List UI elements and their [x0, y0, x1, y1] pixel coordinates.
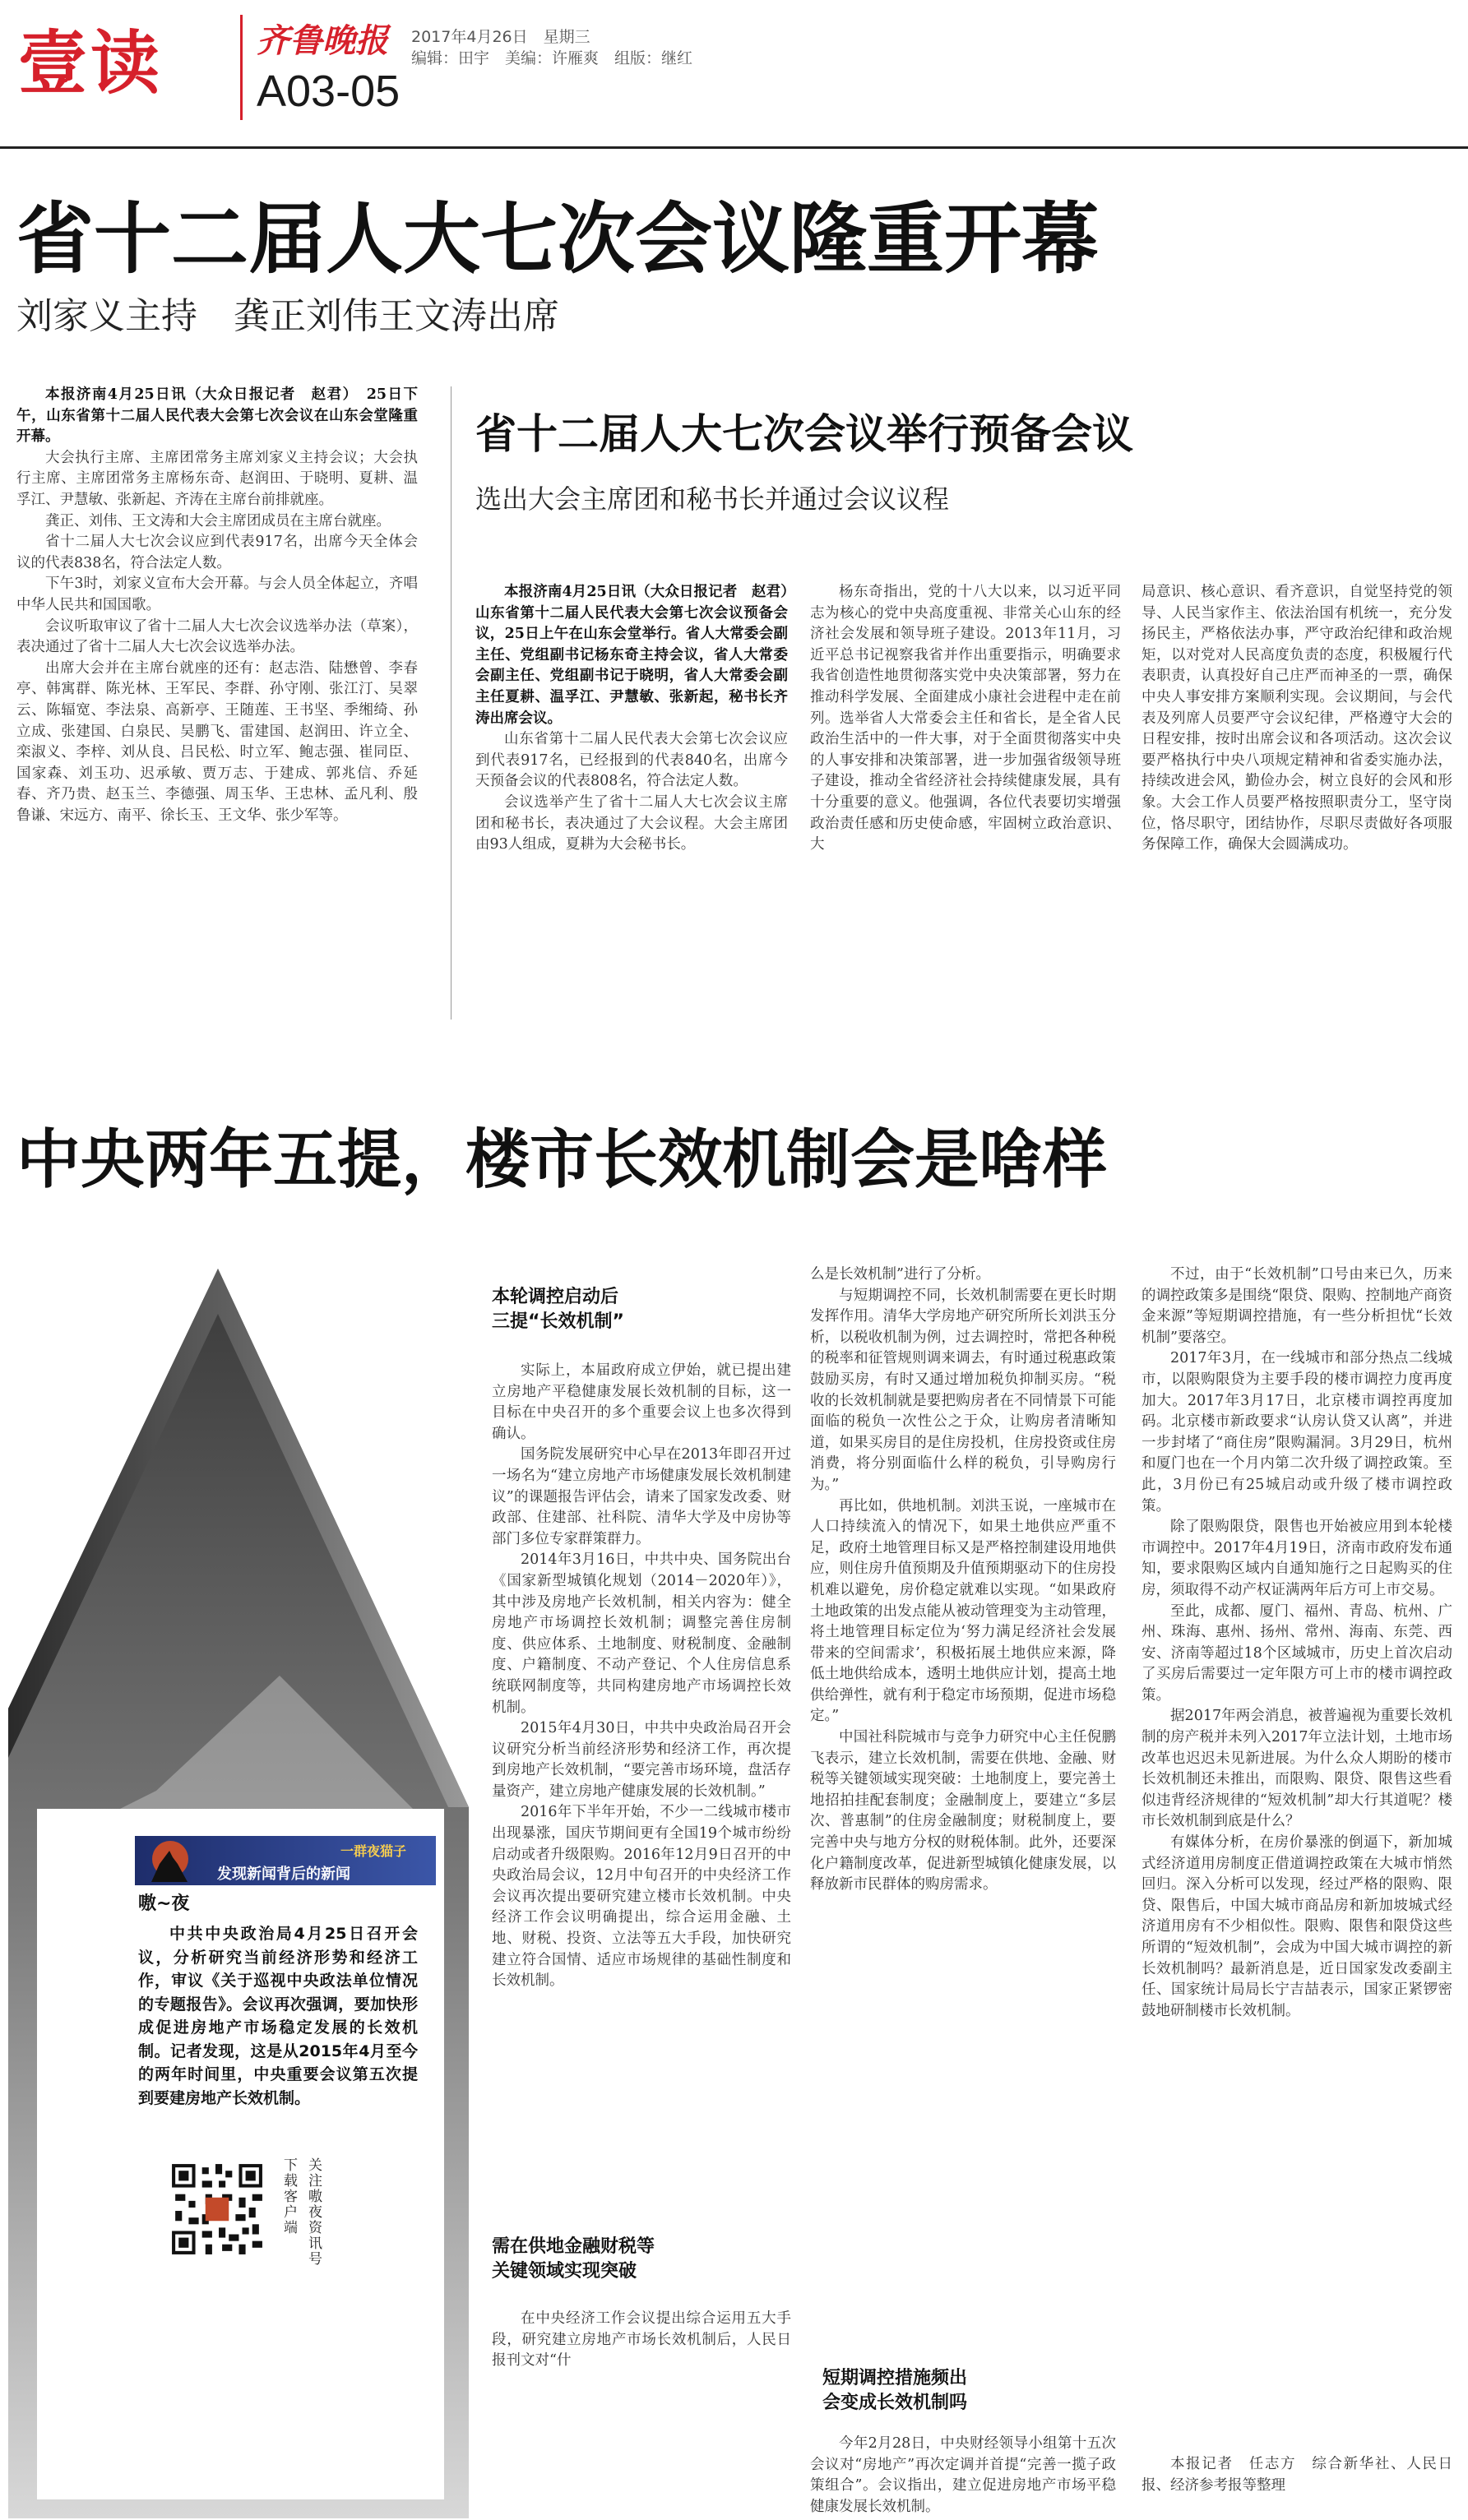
story3-col2 — [810, 1265, 1116, 2360]
qr-code-icon — [169, 2161, 266, 2258]
story3-col2-p3: 中国社科院城市与竞争力研究中心主任倪鹏飞表示，建立长效机制，需要在供地、金融、财税等关键领域实现突破：土地制度上，要完善土地招拍挂配套制度；金融制度上，要建立“多层次、普惠制”的住房金融制度；财税制度上，要完善中央与地方分权的财税体制。此外，还要深化户籍制度改革，促进新型城镇化健康发展，以释放新市民群体的购房需求。 — [810, 1729, 1116, 1893]
story3-byline: 本报记者 任志方 综合新华社、人民日报、经济参考报等整理 — [1142, 2456, 1452, 2494]
story3-col1 — [492, 1361, 791, 2183]
story2-headline: 省十二届人大七次会议举行预备会议 — [475, 410, 1133, 458]
story3-subhead2: 需在供地金融财税等 关键领域实现突破 — [492, 2236, 655, 2282]
qr-caption-1: 下载客户端 — [284, 2157, 298, 2236]
masthead — [0, 0, 1468, 144]
story3-col1-p1: 国务院发展研究中心早在2013年即召开过一场名为“建立房地产市场健康发展长效机制建议”的课题报告评估会，请来了国家发改委、财政部、住建部、社科院、清华大学及中房协等部门多位专家群策群力。 — [492, 1446, 791, 1547]
banner-line1: 一群夜猫子 — [340, 1843, 407, 1859]
story1-p2: 龚正、刘伟、王文涛和大会主席团成员在主席台就座。 — [45, 512, 391, 529]
story2-col1-p2: 会议选举产生了省十二届人大七次会议主席团和秘书长，表决通过了大会议程。大会主席团由93人组成，夏耕为大会秘书长。 — [475, 793, 788, 853]
story2-col2-p0: 杨东奇指出，党的十八大以来，以习近平同志为核心的党中央高度重视、非常关心山东的经济社会发展和领导班子建设。2013年11月，习近平总书记视察我省并作出重要指示，明确要求我省创造性地贯彻落实党中央决策部署，努力在推动科学发展、全面建成小康社会进程中走在前列。选举省人大常委会主任和省长，是全省人民政治生活中的一件大事，对于全面贯彻落实中央的人事安排和决策部署，进一步加强省级领导班子建设，推动全省经济社会持续健康发展，具有十分重要的意义。他强调，各位代表要切实增强政治责任感和历史使命感，牢固树立政治意识、大 — [810, 584, 1121, 853]
story2-col3-p0: 局意识、核心意识、看齐意识，自觉坚持党的领导、人民当家作主、依法治国有机统一，充分发扬民主，严格依法办事，严守政治纪律和政治规矩，以对党对人民高度负责的态度，积极履行代表职责，认真投好自己庄严而神圣的一票，确保中央人事安排方案顺利实现。会议期间，与会代表及列席人员要严守会议纪律，严格遵守大会的日程安排，按时出席会议和各项活动。这次会议要严格执行中央八项规定精神和省委实施办法，持续改进会风，勤俭办会，树立良好的会风和形象。大会工作人员要严格按照职责分工，坚守岗位，恪尽职守，团结协作，尽职尽责做好各项服务保障工作，确保大会圆满成功。 — [1142, 584, 1452, 853]
story1-p4: 下午3时，刘家义宣布大会开幕。与会人员全体起立，齐唱中华人民共和国国歌。 — [16, 576, 418, 613]
story3-col1-p2: 2014年3月16日，中共中央、国务院出台《国家新型城镇化规划（2014－2020年）》，其中涉及房地产长效机制，相关内容为：健全房地产市场调控长效机制；调整完善住房制度、供应体系、土地制度、财税制度、金融制度、户籍制度、不动产登记、个人住房信息系统联网制度等，共同构建房地产市场调控长效机制。 — [492, 1551, 791, 1716]
story1-p6: 出席大会并在主席台就座的还有：赵志浩、陆懋曾、李春亭、韩寓群、陈光林、王军民、李群、孙守刚、张江汀、吴翠云、陈辐宽、李法泉、高新亭、王随莲、王书坚、季缃绮、孙立成、张建国、白泉民、吴鹏飞、雷建国、赵润田、许立全、栾淑义、李梓、刘从良、吕民松、时立军、鲍志强、崔同臣、国家森、刘玉功、迟承敏、贾万志、于建成、郭兆信、乔延春、齐乃贵、赵玉兰、李德强、周玉华、王忠林、孟凡利、殷鲁谦、宋远方、南平、徐长玉、王文华、张少军等。 — [16, 659, 418, 824]
story1-p3: 省十二届人大七次会议应到代表917名，出席今天全体会议的代表838名，符合法定人数。 — [16, 534, 418, 571]
story3-col2-p2: 再比如，供地机制。刘洪玉说，一座城市在人口持续流入的情况下，如果土地供应严重不足，政府土地管理目标又是严格控制建设用地供应，则住房升值预期及升值预期驱动下的住房投机难以避免，房价稳定就难以实现。“如果政府土地政策的出发点能从被动管理变为主动管理，将土地管理目标定位为‘努力满足经济社会发展带来的空间需求’，积极拓展土地供应来源，降低土地供给成本，透明土地供应计划，提高土地供给弹性，就有利于稳定市场预期，促进市场稳定。” — [810, 1497, 1116, 1725]
story3-col3-p2: 除了限购限贷，限售也开始被应用到本轮楼市调控中。2017年4月19日，济南市政府发布通知，要求限购区域内自通知施行之日起购买的住房，须取得不动产权证满两年后方可上市交易。 — [1142, 1519, 1452, 1598]
column-divider — [451, 386, 452, 1020]
story3-col1-p0: 实际上，本届政府成立伊始，就已提出建立房地产平稳健康发展长效机制的目标，这一目标在中央召开的多个重要会议上也多次得到确认。 — [492, 1362, 791, 1442]
staff-line: 编辑：田宇 美编：许雁爽 组版：继红 — [411, 49, 693, 67]
masthead-divider — [240, 15, 243, 120]
story3-col3-p1: 2017年3月，在一线城市和部分热点二线城市，以限购限贷为主要手段的楼市调控力度再度加大。2017年3月17日，北京楼市调控再度加码。北京楼市新政要求“认房认贷又认离”，并进一步封堵了“商住房”限购漏洞。3月29日，杭州和厦门也在一个月内第二次升级了调控政策。至此，3月份已有25城启动或升级了楼市调控政策。 — [1142, 1350, 1452, 1514]
story1-subhead: 刘家义主持 龚正刘伟王文涛出席 — [16, 295, 559, 337]
wolf-moon-icon — [141, 1839, 199, 1882]
story2-col1-p1: 山东省第十二届人民代表大会第七次会议应到代表917名，已经报到的代表840名，出席今天预备会议的代表808名，符合法定人数。 — [475, 731, 788, 790]
masthead-rule — [0, 146, 1468, 149]
story3-col3-p4: 据2017年两会消息，被普遍视为重要长效机制的房产税并未列入2017年立法计划，土地市场改革也迟迟未见新进展。为什么众人期盼的楼市长效机制还未推出，而限购、限贷、限售这些看似违背经济规律的“短效机制”却大行其道呢？楼市长效机制到底是什么？ — [1142, 1708, 1452, 1830]
sidebar-intro: 中共中央政治局4月25日召开会议，分析研究当前经济形势和经济工作，审议《关于巡视中央政法单位情况的专题报告》。会议再次强调，要加快形成促进房地产市场稳定发展的长效机制。记者发现，这是从2015年4月至今的两年时间里，中央重要会议第五次提到要建房地产长效机制。 — [138, 1925, 418, 2107]
section-brand: 壹读 — [18, 23, 164, 104]
story3-col3-p5: 有媒体分析，在房价暴涨的倒逼下，新加城式经济道用房制度正借道调控政策在大城市悄然回归。深入分析可以发现，经过严格的限购、限贷、限售后，中国大城市商品房和新加坡城式经济道用房有不少相似性。限购、限售和限贷这些所谓的“短效机制”，会成为中国大城市调控的新长效机制吗？最新消息是，近日国家发改委副主任、国家统计局局长宁吉喆表示，国家正紧锣密鼓地研制楼市长效机制。 — [1142, 1834, 1452, 2019]
story2-subhead: 选出大会主席团和秘书长并通过会议议程 — [475, 483, 950, 515]
story3-col2-p1: 与短期调控不同，长效机制需要在更长时期发挥作用。清华大学房地产研究所所长刘洪玉分析，以税收机制为例，过去调控时，常把各种税的税率和征管规则调来调去，有时通过税惠政策鼓励买房，有时又通过增加税负抑制买房。“税收的长效机制就是要把购房者在不同情景下可能面临的税负一次性公之于众，让购房者清晰知道，如果买房目的是住房投机，住房投资或住房消费，将分别面临什么样的税负，引导购房行为。” — [810, 1287, 1116, 1493]
story1-p5: 会议听取审议了省十二届人大七次会议选举办法（草案），表决通过了省十二届人大七次会议选举办法。 — [16, 617, 418, 656]
page-number: A03-05 — [257, 67, 401, 116]
story3-col3-p3: 至此，成都、厦门、福州、青岛、杭州、广州、珠海、惠州、扬州、常州、海南、东莞、西安、济南等超过18个区域城市，历史上首次启动了买房后需要过一定年限方可上市的楼市调控政策。 — [1142, 1602, 1452, 1704]
qr-caption-2: 关注嗷夜资讯号 — [308, 2157, 322, 2268]
story3-col3-p0: 不过，由于“长效机制”口号由来已久，历来的调控政策多是围绕“限贷、限购、控制地产商资金来源”等短期调控措施，有一些分析担忧“长效机制”要落空。 — [1142, 1266, 1452, 1346]
story3-col1b — [492, 2309, 791, 2506]
story1-p0: 本报济南4月25日讯（大众日报记者 赵君） 25日下午，山东省第十二届人民代表大会第七次会议在山东会堂隆重开幕。 — [16, 386, 418, 446]
story2-col3 — [1142, 582, 1452, 1026]
story3-subhead3: 短期调控措施频出 会变成长效机制吗 — [822, 2368, 968, 2413]
story3-col1b-p0: 在中央经济工作会议提出综合运用五大手段，研究建立房地产市场长效机制后，人民日报刊文对“什 — [492, 2310, 791, 2370]
column-banner — [135, 1836, 436, 1885]
column-name: 嗷~夜 — [138, 1893, 190, 1914]
qr-code[interactable] — [169, 2161, 266, 2258]
story2-col1-p0: 本报济南4月25日讯（大众日报记者 赵君） 山东省第十二届人民代表大会第七次会议预备会议，25日上午在山东会堂举行。省人大常委会副主任、党组副书记杨东奇主持会议，省人大常委会副主任、党组副书记于晓明，省人大常委会副主任夏耕、温孚江、尹慧敏、张新起，秘书长齐涛出席会议。 — [475, 584, 803, 727]
story3-col2b — [810, 2434, 1116, 2516]
story3-subhead1: 本轮调控启动后 三提“长效机制” — [492, 1287, 624, 1332]
story3-col3 — [1142, 1265, 1452, 2448]
paper-logo: 齐鲁晚报 — [257, 21, 388, 60]
story2-col1 — [475, 582, 803, 1026]
banner-line2: 发现新闻背后的新闻 — [217, 1866, 350, 1883]
story3-col1-p3: 2015年4月30日，中共中央政治局召开会议研究分析当前经济形势和经济工作，再次提到房地产长效机制，“要完善市场环境，盘活存量资产，建立房地产健康发展的长效机制。” — [492, 1720, 791, 1800]
story1-body — [16, 385, 418, 1024]
date-line: 2017年4月26日 星期三 — [411, 28, 590, 46]
story3-col1-p4: 2016年下半年开始，不少一二线城市楼市出现暴涨，国庆节期间更有全国19个城市纷纷启动或者升级限购。2016年12月9日召开的中央政治局会议，12月中旬召开的中央经济工作会议再次提出要研究建立楼市长效机制。中央经济工作会议明确提出，综合运用金融、土地、财税、投资、立法等五大手段，加快研究建立符合国情、适应市场规律的基础性制度和长效机制。 — [492, 1804, 791, 1990]
story2-col2 — [810, 582, 1121, 1026]
story3-col2-p0: 么是长效机制”进行了分析。 — [810, 1266, 990, 1283]
story1-headline: 省十二届人大七次会议隆重开幕 — [16, 195, 1100, 284]
story3-headline: 中央两年五提，楼市长效机制会是啥样 — [16, 1123, 1108, 1197]
story1-p1: 大会执行主席、主席团常务主席刘家义主持会议；大会执行主席、主席团常务主席杨东奇、赵润田、于晓明、夏耕、温孚江、尹慧敏、张新起、齐涛在主席台前排就座。 — [16, 449, 418, 508]
story3-col2b-p0: 今年2月28日，中央财经领导小组第十五次会议对“房地产”再次定调并首提“完善一揽子政策组合”。会议指出，建立促进房地产市场平稳健康发展长效机制。 — [810, 2435, 1116, 2515]
sidebar-box — [37, 1809, 444, 2499]
